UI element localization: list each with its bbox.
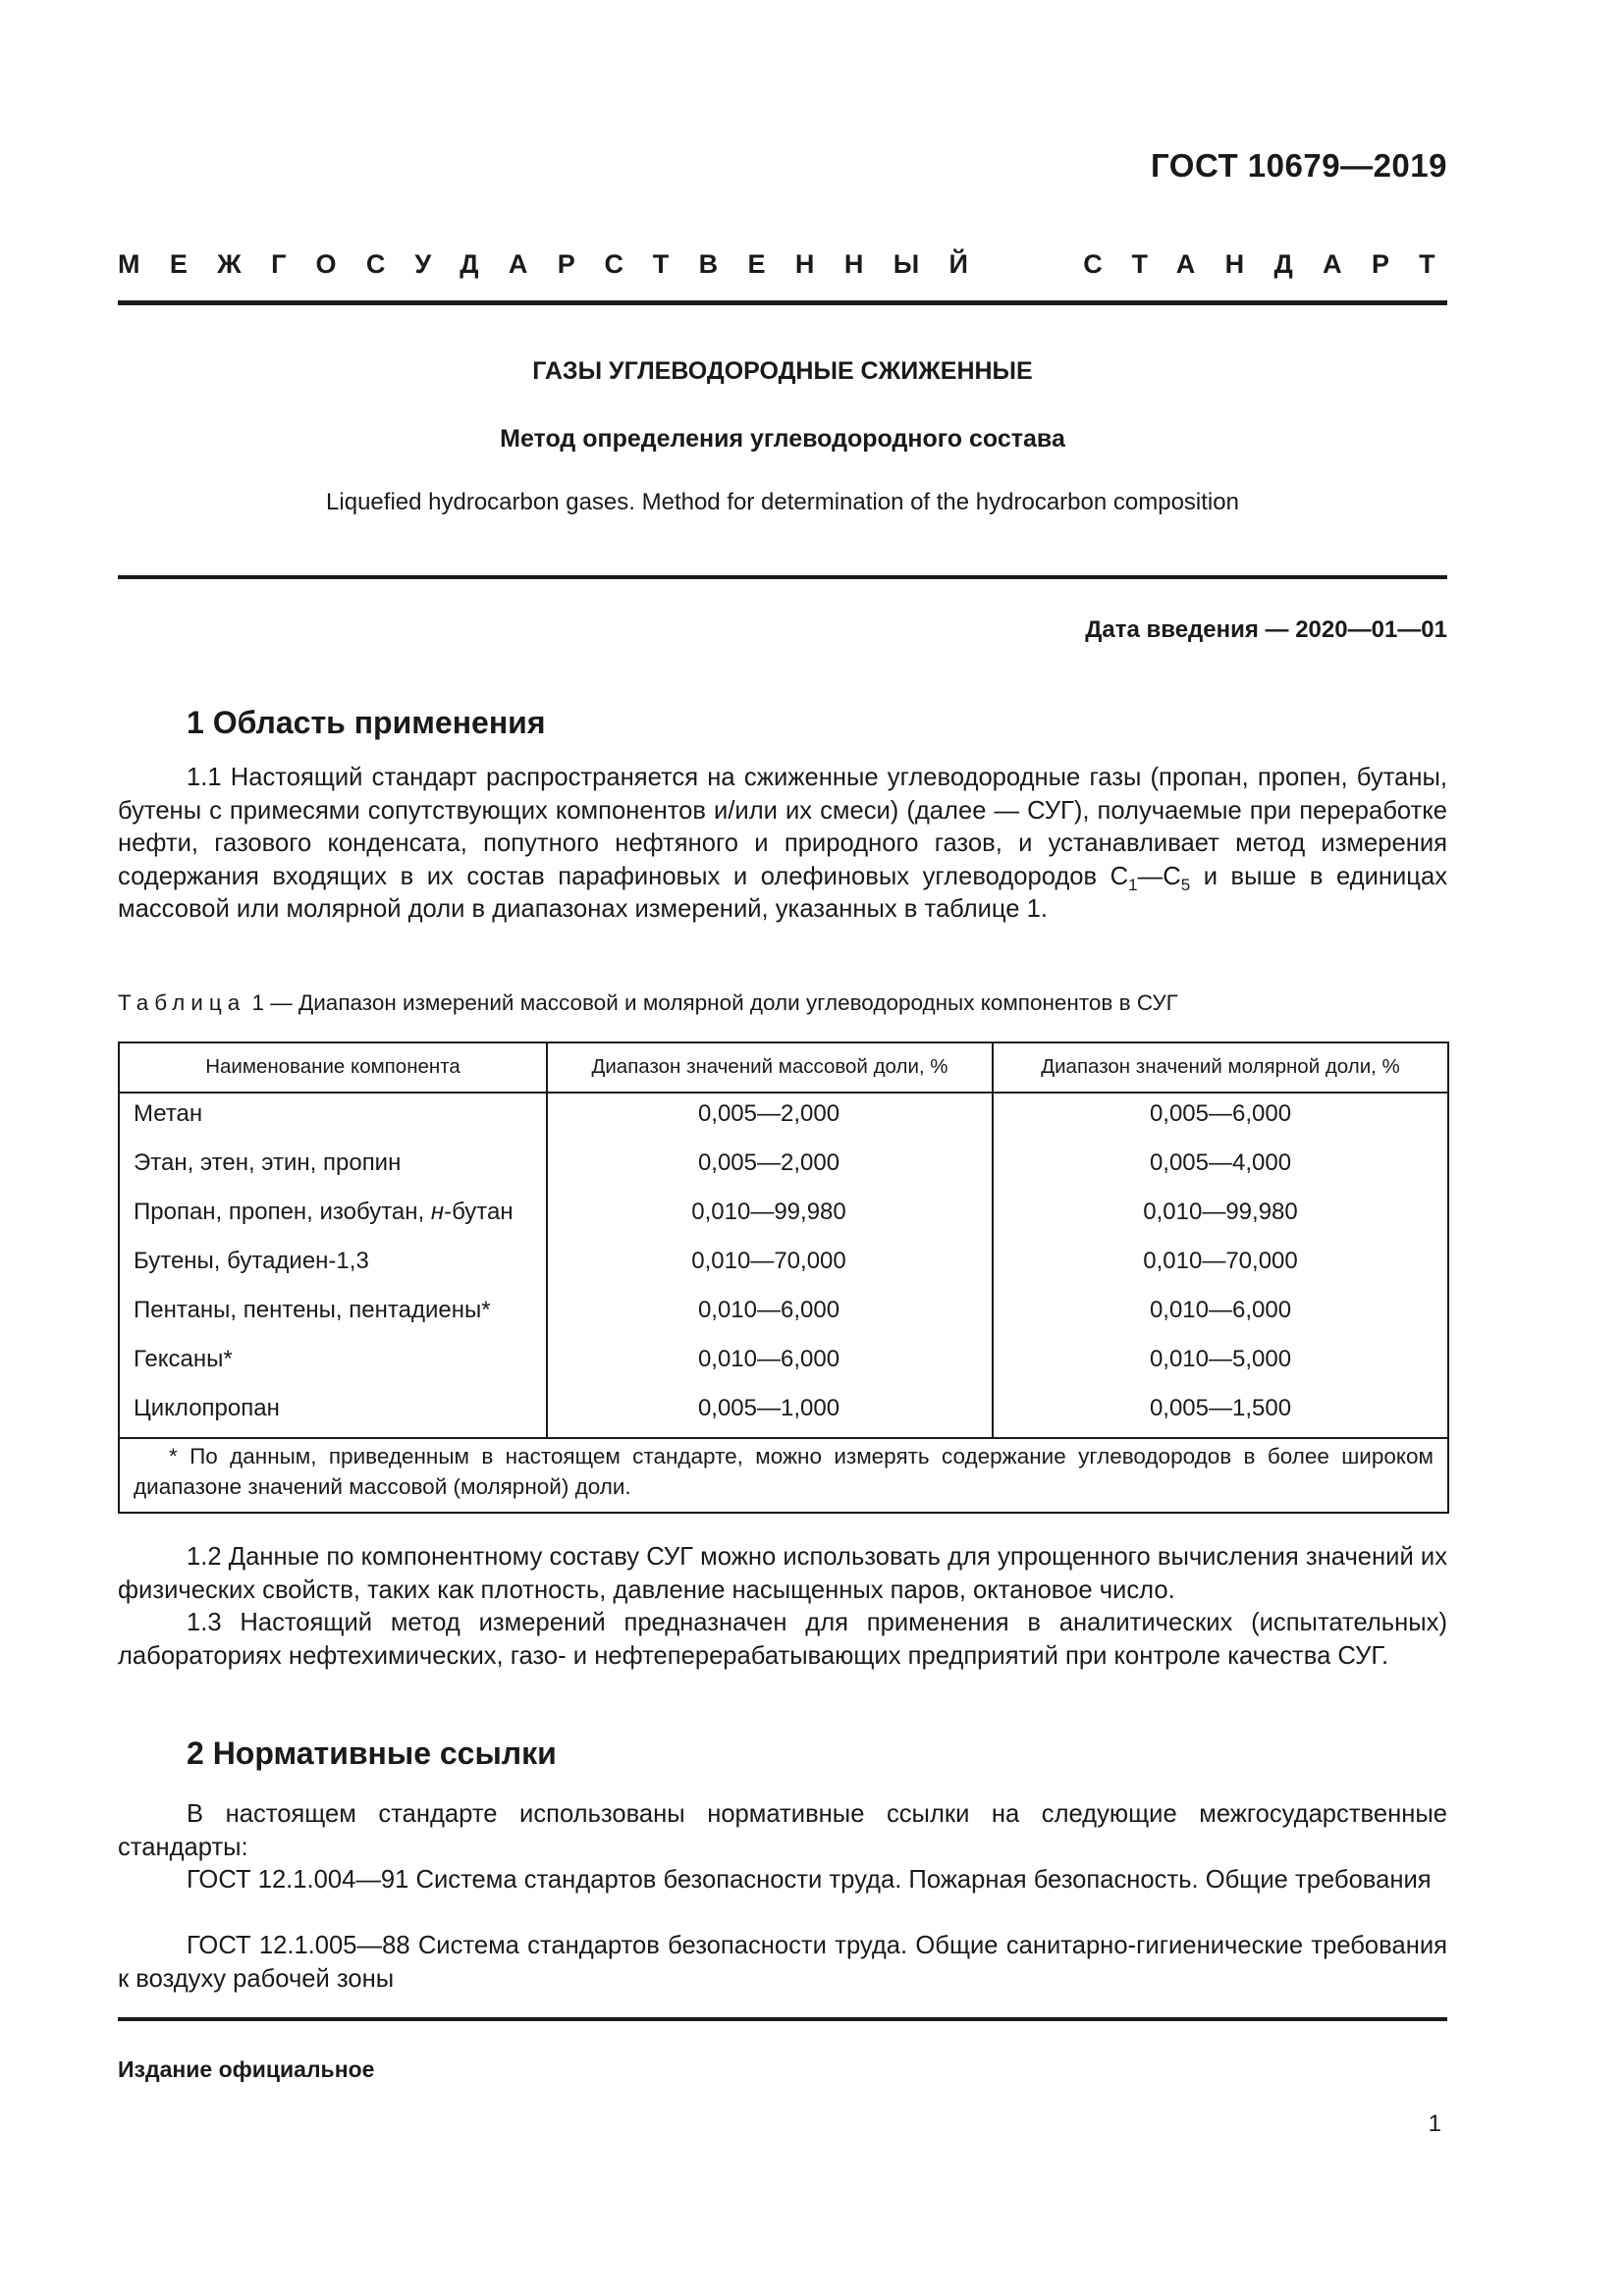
- paragraph-1-1-text: 1.1 Настоящий стандарт распространяется на сжиженные углеводородные газы (пропан, пропен, бутаны, бутены с примесями сопутствующих компонентов и/или их смеси) (далее — СУГ), получаемые при переработке нефти, газового конденсата, попутного нефтяного и природного газов, и устанавливает метод измерения содержания входящих в их состав парафиновых и олефиновых углеводородов C: [118, 764, 1447, 890]
- column-header-molar-fraction: Диапазон значений молярной доли, %: [1041, 1055, 1400, 1078]
- row-name: Гексаны*: [134, 1346, 233, 1372]
- official-edition-label: Издание официальное: [118, 2056, 375, 2082]
- table-caption-label: Таблица: [118, 990, 246, 1015]
- row-mass-range: 0,005—2,000: [697, 1100, 840, 1127]
- footer-rule: [118, 2017, 1447, 2021]
- paragraph-1-2: 1.2 Данные по компонентному составу СУГ можно использовать для упрощенного вычисления значений их физических свойств, таких как плотность, давление насыщенных паров, октановое число.: [118, 1543, 1447, 1604]
- introduction-date: Дата введения — 2020—01—01: [1085, 616, 1447, 643]
- row-mass-range: 0,010—6,000: [697, 1346, 840, 1372]
- row-name-part: -бутан: [444, 1199, 514, 1225]
- row-molar-range: 0,005—1,500: [1149, 1395, 1292, 1421]
- page-number: 1: [1428, 2110, 1441, 2137]
- document-subtitle: Метод определения углеводородного состава: [500, 425, 1065, 453]
- row-molar-range: 0,005—4,000: [1149, 1149, 1292, 1176]
- paragraph-1-1-end: и выше в единицах массовой или молярной доли в диапазонах измерений, указанных в таблице 1.: [118, 862, 1447, 923]
- row-mass-range: 0,005—1,000: [697, 1395, 840, 1421]
- table-1-caption: [118, 990, 1178, 1016]
- table-1: [118, 1041, 1449, 1514]
- subscript-5: 5: [1180, 875, 1191, 894]
- table-footnote: * По данным, приведенным в настоящем стандарте, можно измерять содержание углеводородов в более широком диапазоне значений массовой (молярной) доли.: [134, 1444, 1434, 1499]
- row-molar-range: 0,010—5,000: [1149, 1346, 1292, 1372]
- row-name: Циклопропан: [134, 1395, 280, 1421]
- table-caption-text: 1 — Диапазон измерений массовой и молярной доли углеводородных компонентов в СУГ: [245, 990, 1178, 1015]
- row-mass-range: 0,010—99,980: [691, 1199, 846, 1225]
- paragraph-1-1: [118, 762, 1447, 927]
- header-divider: [120, 1092, 1447, 1094]
- section-2-intro: В настоящем стандарте использованы нормативные ссылки на следующие межгосударственные стандарты:: [118, 1800, 1447, 1861]
- row-molar-range: 0,005—6,000: [1149, 1100, 1292, 1127]
- row-mass-range: 0,010—70,000: [691, 1248, 846, 1274]
- row-mass-range: 0,005—2,000: [697, 1149, 840, 1176]
- footnote-divider: [120, 1437, 1447, 1439]
- row-name: [134, 1199, 514, 1226]
- interstate-word: МЕЖГОСУДАРСТВЕННЫЙ: [118, 249, 999, 279]
- paragraph-1-3: 1.3 Настоящий метод измерений предназначен для применения в аналитических (испытательных) лабораториях нефтехимических, газо- и нефтеперерабатывающих предприятий при контроле качества СУГ.: [118, 1609, 1447, 1670]
- reference-gost-12-1-005: ГОСТ 12.1.005—88 Система стандартов безопасности труда. Общие санитарно-гигиенические требования к воздуху рабочей зоны: [118, 1932, 1447, 1993]
- subscript-1: 1: [1128, 875, 1138, 894]
- standard-word: СТАНДАРТ: [1083, 249, 1465, 279]
- row-molar-range: 0,010—70,000: [1143, 1248, 1298, 1274]
- reference-gost-12-1-004: ГОСТ 12.1.004—91 Система стандартов безопасности труда. Пожарная безопасность. Общие требования: [187, 1866, 1432, 1894]
- section-2-title: 2 Нормативные ссылки: [187, 1735, 557, 1771]
- column-header-mass-fraction: Диапазон значений массовой доли, %: [591, 1055, 948, 1078]
- document-title: ГАЗЫ УГЛЕВОДОРОДНЫЕ СЖИЖЕННЫЕ: [532, 357, 1033, 385]
- row-mass-range: 0,010—6,000: [697, 1297, 840, 1323]
- header-rule: [118, 300, 1447, 305]
- row-name: Этан, этен, этин, пропин: [134, 1149, 402, 1176]
- row-name-part: Пропан, пропен, изобутан,: [134, 1199, 431, 1225]
- document-code: ГОСТ 10679—2019: [1151, 147, 1447, 184]
- row-name: Пентаны, пентены, пентадиены*: [134, 1297, 491, 1323]
- section-1-title: 1 Область применения: [187, 705, 546, 740]
- title-rule: [118, 575, 1447, 579]
- row-name-italic: н: [430, 1199, 445, 1225]
- row-molar-range: 0,010—6,000: [1149, 1297, 1292, 1323]
- row-molar-range: 0,010—99,980: [1143, 1199, 1298, 1225]
- paragraph-1-1-mid: —C: [1137, 862, 1181, 890]
- row-name: Метан: [134, 1100, 203, 1127]
- document-title-english: Liquefied hydrocarbon gases. Method for determination of the hydrocarbon composition: [326, 489, 1239, 515]
- row-name: Бутены, бутадиен-1,3: [134, 1248, 369, 1274]
- column-header-component: Наименование компонента: [205, 1055, 460, 1078]
